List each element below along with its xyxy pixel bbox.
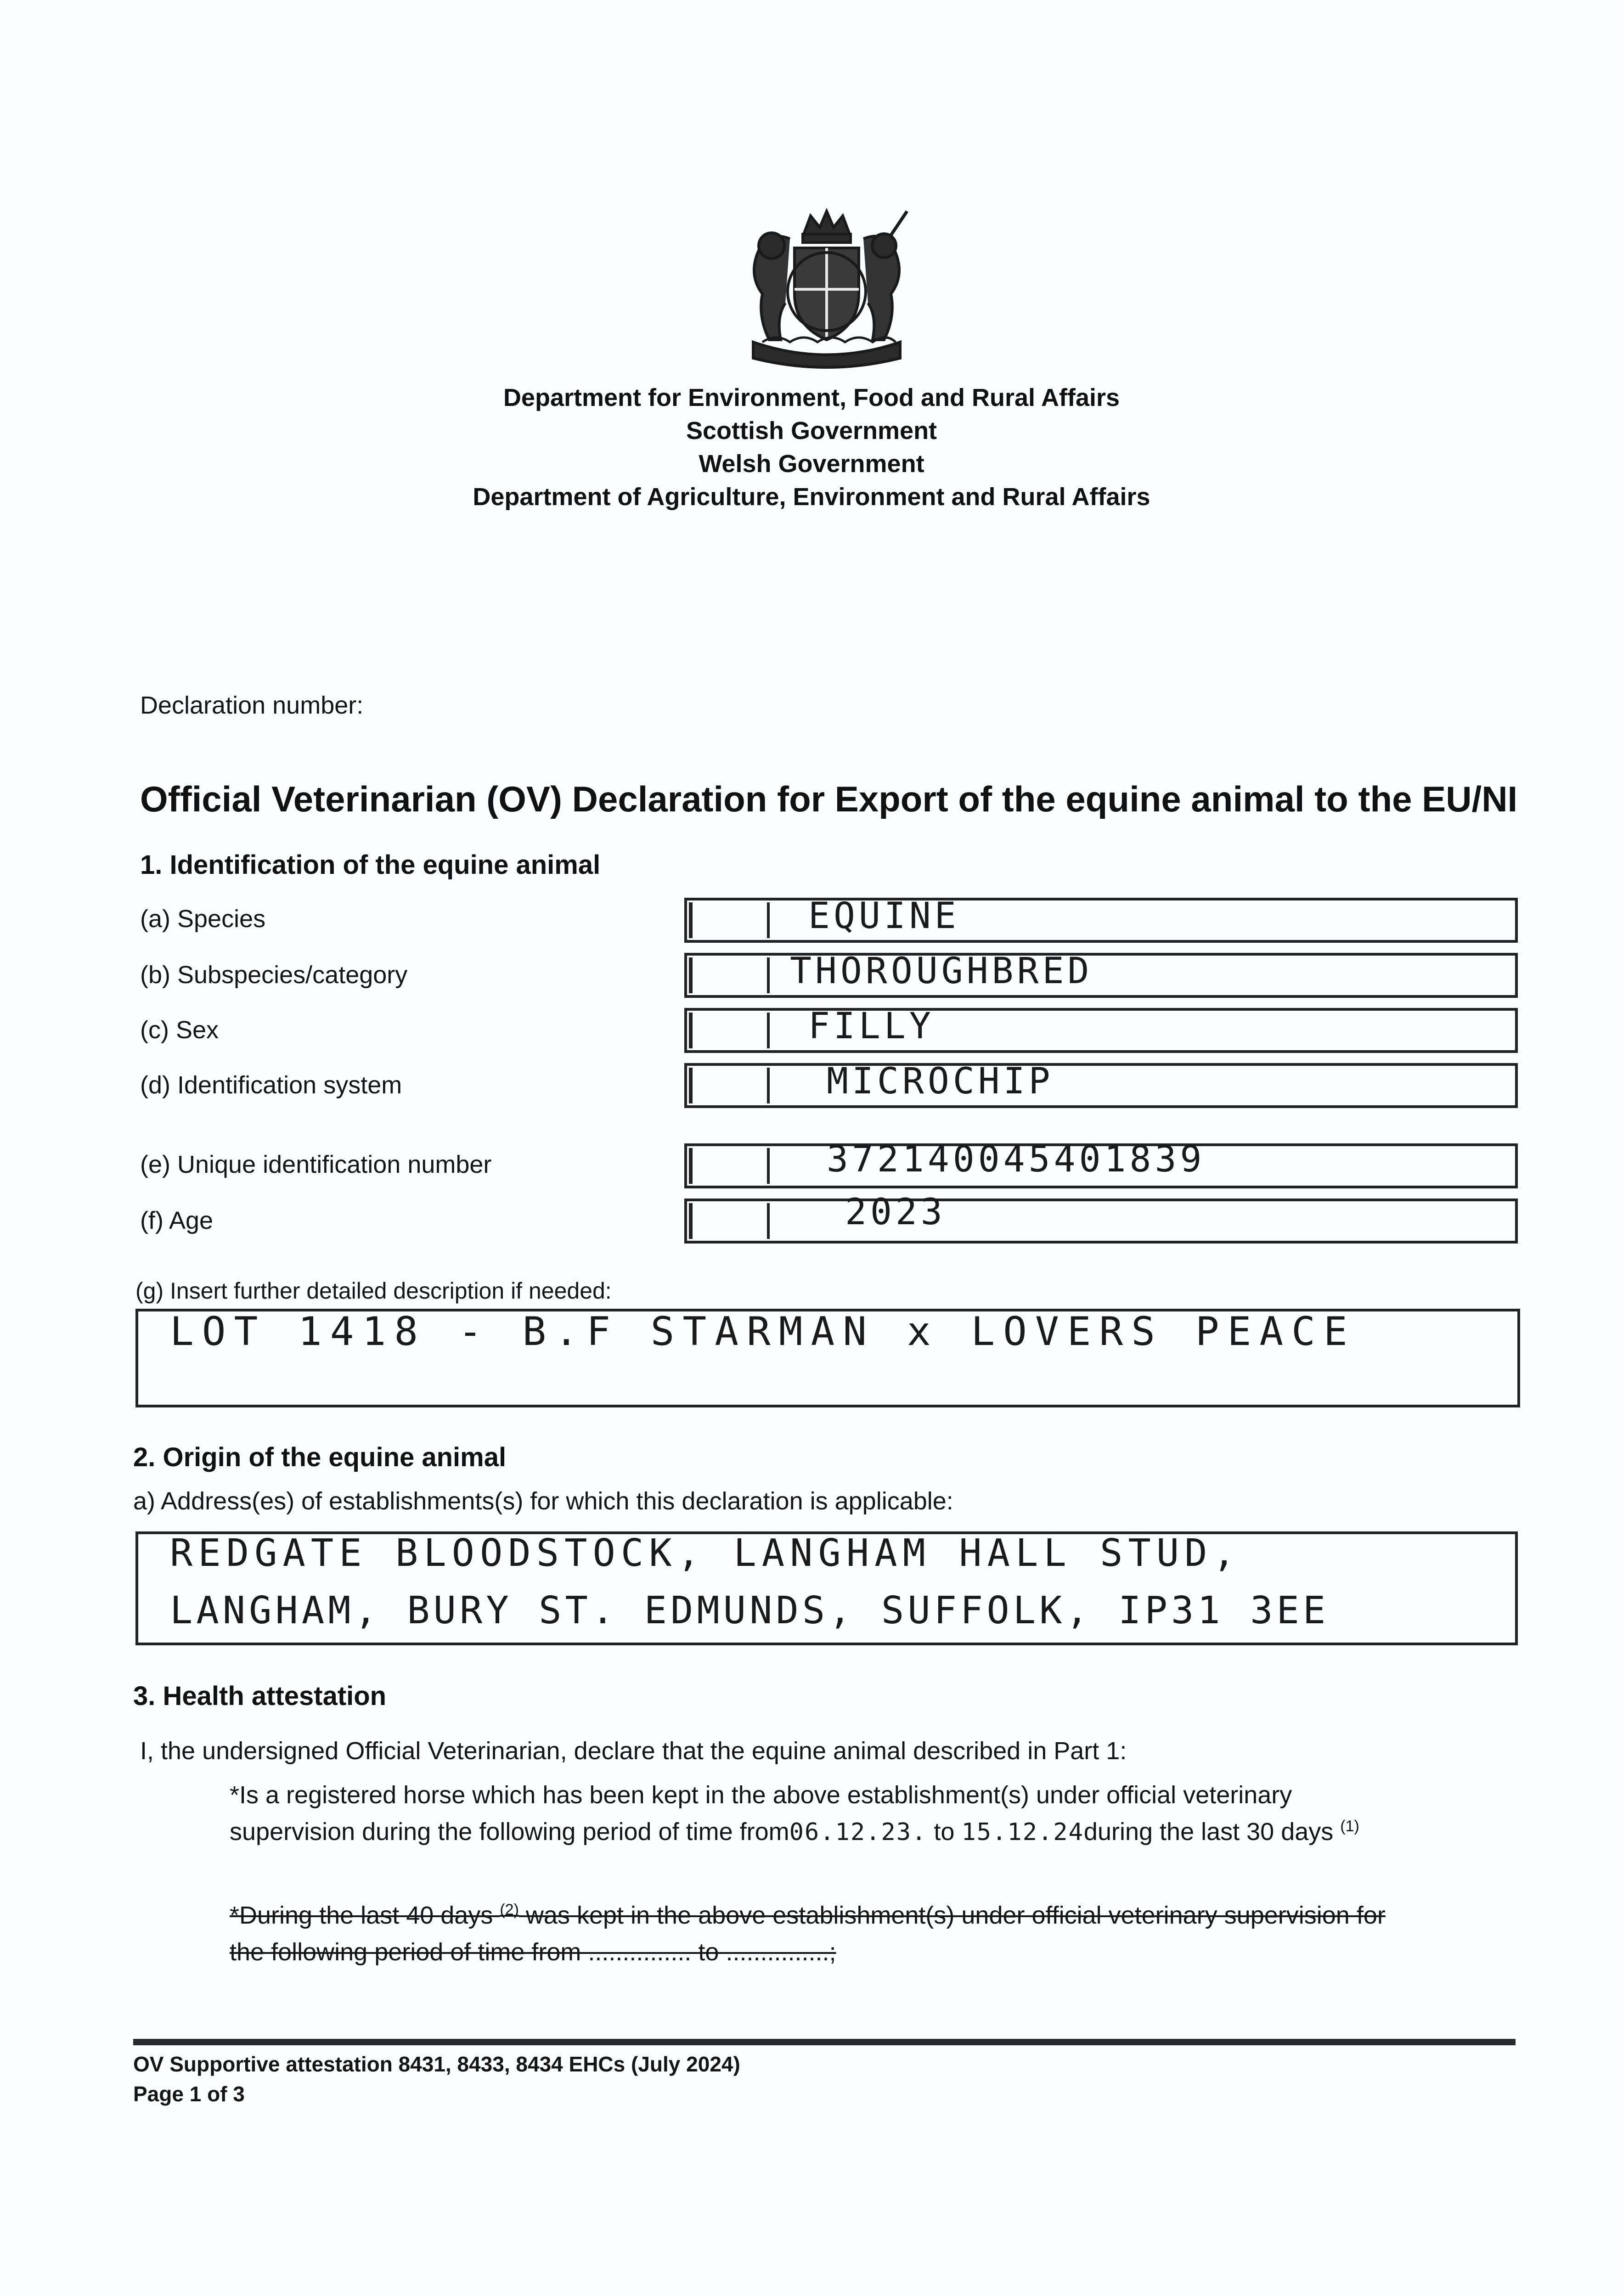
checkbox-mark [689,957,693,993]
further-description-label: (g) Insert further detailed description if needed: [135,1278,612,1304]
department-welsh-gov: Welsh Government [699,450,924,478]
field-label-species: (a) Species [140,905,266,933]
period-from-value: 06.12.23. [789,1818,927,1846]
attestation-para1-text-b: during the last 30 days [1083,1818,1334,1846]
department-defra: Department for Environment, Food and Rural Affairs [503,384,1120,411]
field-value-age: 2023 [845,1192,946,1233]
attestation-para1-text-a: supervision during the following period of time from [230,1818,789,1846]
footnote-ref-1: (1) [1340,1818,1359,1835]
field-value-sex: FILLY [808,1006,935,1047]
footnote-ref-2: (2) [500,1901,519,1919]
checkbox-mark [689,1148,693,1184]
field-label-id-system: (d) Identification system [140,1071,402,1099]
department-scottish-gov: Scottish Government [686,417,937,445]
field-label-sex: (c) Sex [140,1016,219,1044]
checkbox-mark [689,1068,693,1103]
period-to-value: 15.12.24 [961,1818,1084,1846]
checkbox-mark [767,1148,770,1184]
attestation-to-word: to [934,1818,955,1846]
attestation-para2-text-b: was kept in the above establishment(s) under official veterinary supervision for [525,1902,1386,1929]
further-description-value: LOT 1418 - B.F STARMAN x LOVERS PEACE [170,1309,1356,1355]
field-box-age[interactable] [684,1199,1518,1244]
field-label-age: (f) Age [140,1207,214,1234]
address-label: a) Address(es) of establishments(s) for which this declaration is applicable: [133,1487,953,1515]
checkbox-mark [767,902,770,938]
footer-rule [133,2039,1516,2045]
attestation-para2-line1 [230,1901,1386,1930]
section1-heading: 1. Identification of the equine animal [140,850,601,880]
section3-heading: 3. Health attestation [133,1681,387,1711]
checkbox-mark [767,1068,770,1103]
attestation-para1-line2 [230,1818,1359,1846]
checkbox-mark [767,957,770,993]
section2-heading: 2. Origin of the equine animal [133,1442,507,1472]
attestation-para2-text-a: *During the last 40 days [230,1902,493,1929]
checkbox-mark [689,1203,693,1239]
field-value-species: EQUINE [808,895,960,937]
department-daera: Department of Agriculture, Environment and Rural Affairs [473,483,1150,511]
health-attestation-intro: I, the undersigned Official Veterinarian, declare that the equine animal described in Part 1: [140,1737,1127,1765]
field-value-subspecies: THOROUGHBRED [790,951,1093,992]
checkbox-mark [767,1013,770,1048]
attestation-para1-line1: *Is a registered horse which has been kept in the above establishment(s) under official veterinary [230,1781,1292,1809]
address-value-line2: LANGHAM, BURY ST. EDMUNDS, SUFFOLK, IP31 3EE [170,1589,1330,1632]
field-label-unique-id: (e) Unique identification number [140,1151,492,1178]
checkbox-mark [689,902,693,938]
checkbox-mark [767,1203,770,1239]
declaration-number-label: Declaration number: [140,692,364,719]
footer-attestation: OV Supportive attestation 8431, 8433, 8434 EHCs (July 2024) [133,2052,740,2076]
department-list [0,381,1623,513]
checkbox-mark [689,1013,693,1048]
field-value-unique-id: 372140045401839 [827,1139,1206,1180]
document-title: Official Veterinarian (OV) Declaration for Export of the equine animal to the EU/NI [140,779,1518,819]
attestation-para2-line2: the following period of time from ............... to ...............; [230,1938,836,1966]
field-value-id-system: MICROCHIP [827,1061,1054,1102]
footer-page-number: Page 1 of 3 [133,2082,245,2106]
coat-of-arms-icon [726,202,928,372]
address-value-line1: REDGATE BLOODSTOCK, LANGHAM HALL STUD, [170,1531,1241,1575]
field-box-id-system[interactable] [684,1063,1518,1108]
field-label-subspecies: (b) Subspecies/category [140,961,408,989]
